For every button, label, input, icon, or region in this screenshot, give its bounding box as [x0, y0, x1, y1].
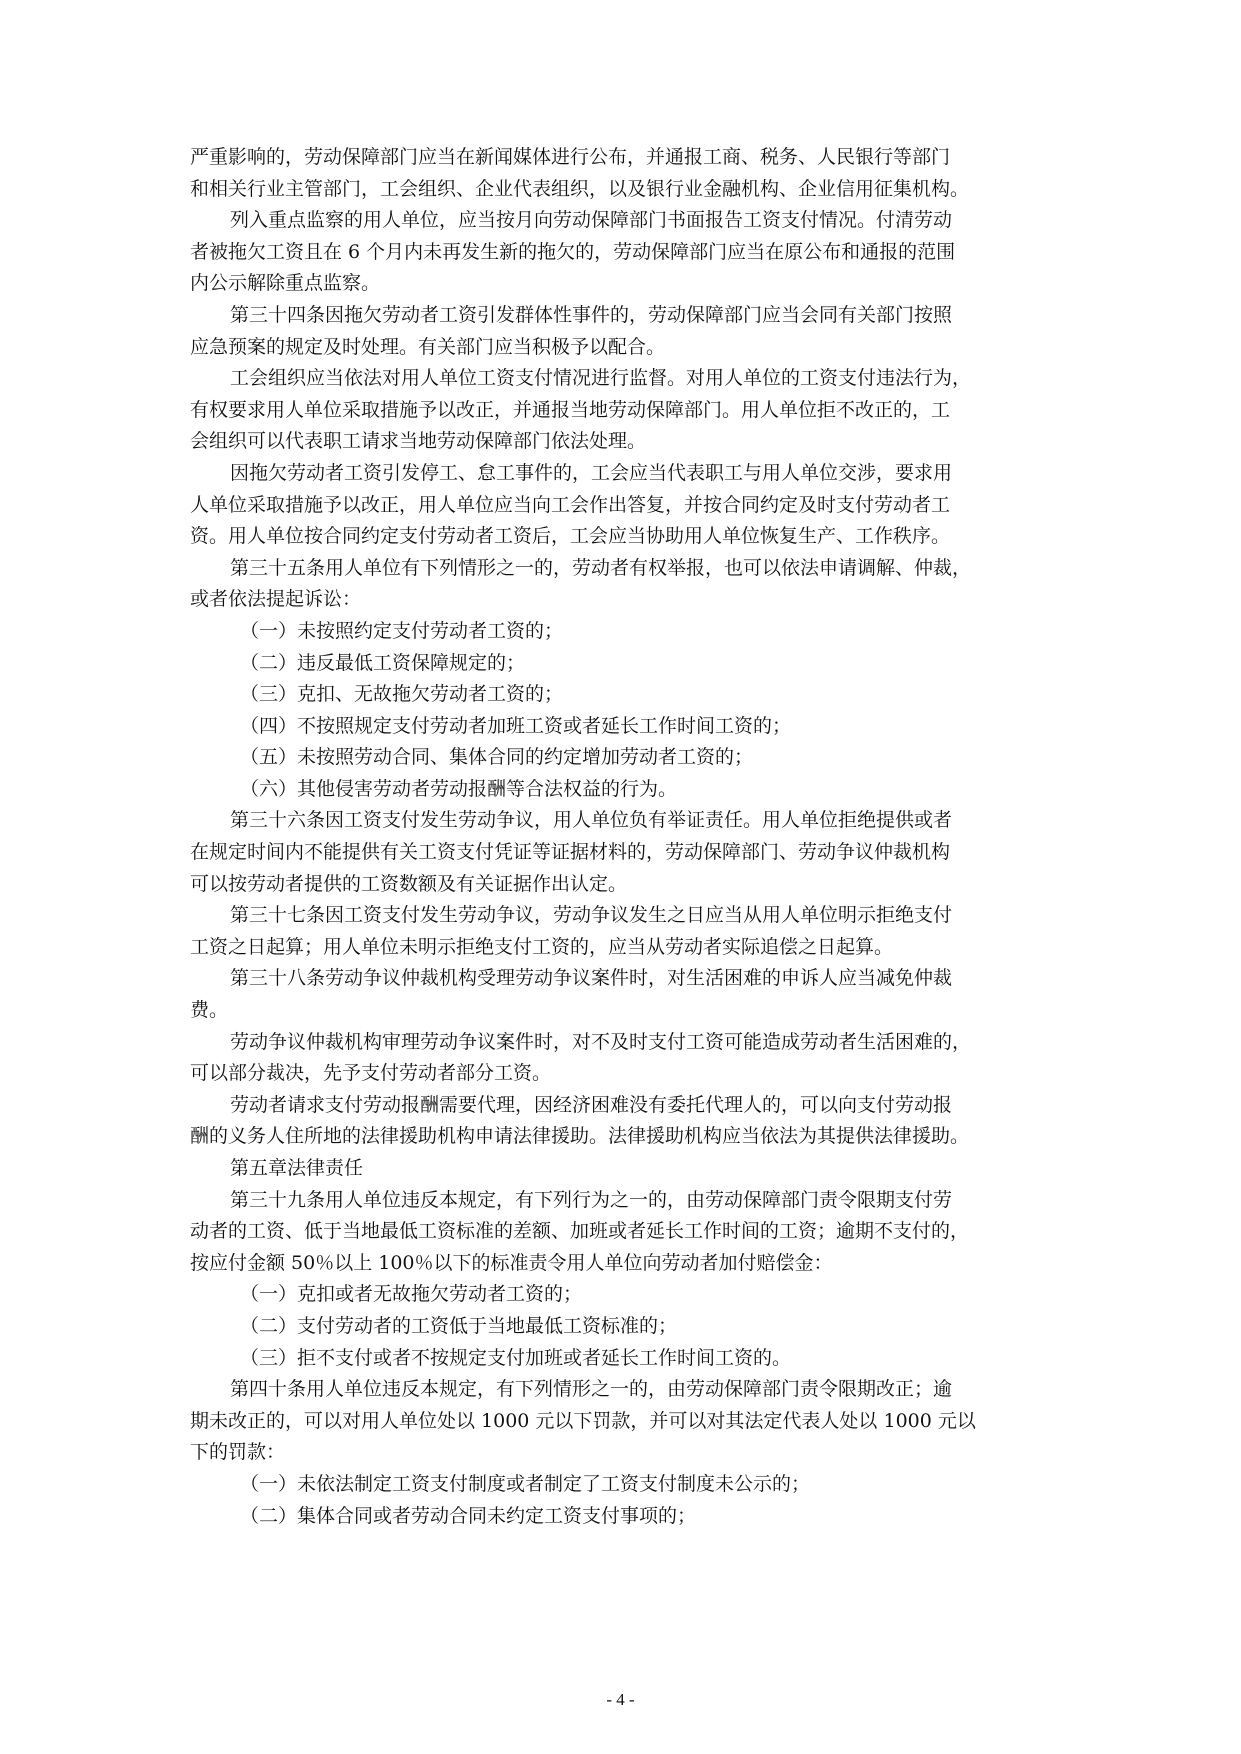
text-line: 因拖欠劳动者工资引发停工、怠工事件的，工会应当代表职工与用人单位交涉，要求用 — [230, 461, 953, 484]
list-item-line: （二）支付劳动者的工资低于当地最低工资标准的； — [240, 1314, 678, 1337]
text-line: 内公示解除重点监察。 — [190, 272, 381, 295]
text-line: 可以部分裁决，先予支付劳动者部分工资。 — [190, 1062, 552, 1085]
text-line: 第三十六条因工资支付发生劳动争议，用人单位负有举证责任。用人单位拒绝提供或者 — [230, 809, 953, 832]
list-item-line: （三）克扣、无故拖欠劳动者工资的； — [240, 683, 564, 706]
text-line: 可以按劳动者提供的工资数额及有关证据作出认定。 — [190, 872, 628, 895]
document-body — [190, 142, 1058, 1532]
list-item-line: （二）集体合同或者劳动合同未约定工资支付事项的； — [240, 1504, 697, 1527]
text-line: 严重影响的，劳动保障部门应当在新闻媒体进行公布，并通报工商、税务、人民银行等部门 — [190, 146, 951, 168]
text-line: 会组织可以代表职工请求当地劳动保障部门依法处理。 — [190, 430, 647, 453]
list-item-line: （一）未按照约定支付劳动者工资的； — [240, 619, 564, 642]
text-line: 人单位采取措施予以改正，用人单位应当向工会作出答复，并按合同约定及时支付劳动者工 — [190, 493, 951, 516]
list-item-line: （六）其他侵害劳动者劳动报酬等合法权益的行为。 — [240, 777, 678, 800]
text-line: 第四十条用人单位违反本规定，有下列情形之一的，由劳动保障部门责令限期改正；逾 — [230, 1378, 953, 1401]
text-line: 酬的义务人住所地的法律援助机构申请法律援助。法律援助机构应当依法为其提供法律援助。 — [190, 1125, 970, 1148]
text-line: 期未改正的，可以对用人单位处以 1000 元以下罚款，并可以对其法定代表人处以 1000 元以 — [190, 1409, 976, 1432]
list-item-line: （五）未按照劳动合同、集体合同的约定增加劳动者工资的； — [240, 746, 754, 769]
text-line: 费。 — [190, 999, 229, 1022]
list-item-line: （三）拒不支付或者不按规定支付加班或者延长工作时间工资的。 — [240, 1346, 792, 1369]
text-line: 劳动者请求支付劳动报酬需要代理，因经济困难没有委托代理人的，可以向支付劳动报 — [230, 1093, 953, 1116]
text-line: 应急预案的规定及时处理。有关部门应当积极予以配合。 — [190, 335, 666, 358]
list-item-line: （二）违反最低工资保障规定的； — [240, 651, 526, 674]
text-line: 第三十四条因拖欠劳动者工资引发群体性事件的，劳动保障部门应当会同有关部门按照 — [230, 303, 953, 326]
text-line: 列入重点监察的用人单位，应当按月向劳动保障部门书面报告工资支付情况。付清劳动 — [230, 209, 953, 232]
text-line: 下的罚款： — [190, 1441, 286, 1464]
text-line: 工资之日起算；用人单位未明示拒绝支付工资的，应当从劳动者实际追偿之日起算。 — [190, 935, 894, 958]
text-line: 或者依法提起诉讼： — [190, 588, 362, 611]
text-line: 劳动争议仲裁机构审理劳动争议案件时，对不及时支付工资可能造成劳动者生活困难的， — [230, 1030, 972, 1053]
text-line: 按应付金额 50％以上 100％以下的标准责令用人单位向劳动者加付赔偿金： — [190, 1251, 833, 1274]
text-line: 动者的工资、低于当地最低工资标准的差额、加班或者延长工作时间的工资；逾期不支付的， — [190, 1220, 970, 1243]
list-item-line: （四）不按照规定支付劳动者加班工资或者延长工作时间工资的； — [240, 714, 792, 737]
text-line: 者被拖欠工资且在 6 个月内未再发生新的拖欠的，劳动保障部门应当在原公布和通报的范围 — [190, 240, 956, 263]
text-line: 第三十八条劳动争议仲裁机构受理劳动争议案件时，对生活困难的申诉人应当减免仲裁 — [230, 967, 953, 990]
list-item-line: （一）克扣或者无故拖欠劳动者工资的； — [240, 1283, 583, 1306]
text-line: 工会组织应当依法对用人单位工资支付情况进行监督。对用人单位的工资支付违法行为， — [230, 367, 972, 390]
text-line: 第三十九条用人单位违反本规定，有下列行为之一的，由劳动保障部门责令限期支付劳 — [230, 1188, 953, 1211]
page-number: - 4 - — [606, 1690, 635, 1709]
text-line: 有权要求用人单位采取措施予以改正，并通报当地劳动保障部门。用人单位拒不改正的，工 — [190, 398, 951, 421]
text-line: 第五章法律责任 — [230, 1157, 364, 1179]
text-line: 在规定时间内不能提供有关工资支付凭证等证据材料的，劳动保障部门、劳动争议仲裁机构 — [190, 841, 951, 864]
text-line: 和相关行业主管部门，工会组织、企业代表组织，以及银行业金融机构、企业信用征集机构。 — [190, 177, 970, 200]
text-line: 第三十七条因工资支付发生劳动争议，劳动争议发生之日应当从用人单位明示拒绝支付 — [230, 904, 953, 927]
text-line: 资。用人单位按合同约定支付劳动者工资后，工会应当协助用人单位恢复生产、工作秩序。 — [190, 525, 951, 548]
text-line: 第三十五条用人单位有下列情形之一的，劳动者有权举报，也可以依法申请调解、仲裁， — [230, 556, 972, 579]
list-item-line: （一）未依法制定工资支付制度或者制定了工资支付制度未公示的； — [240, 1472, 811, 1495]
